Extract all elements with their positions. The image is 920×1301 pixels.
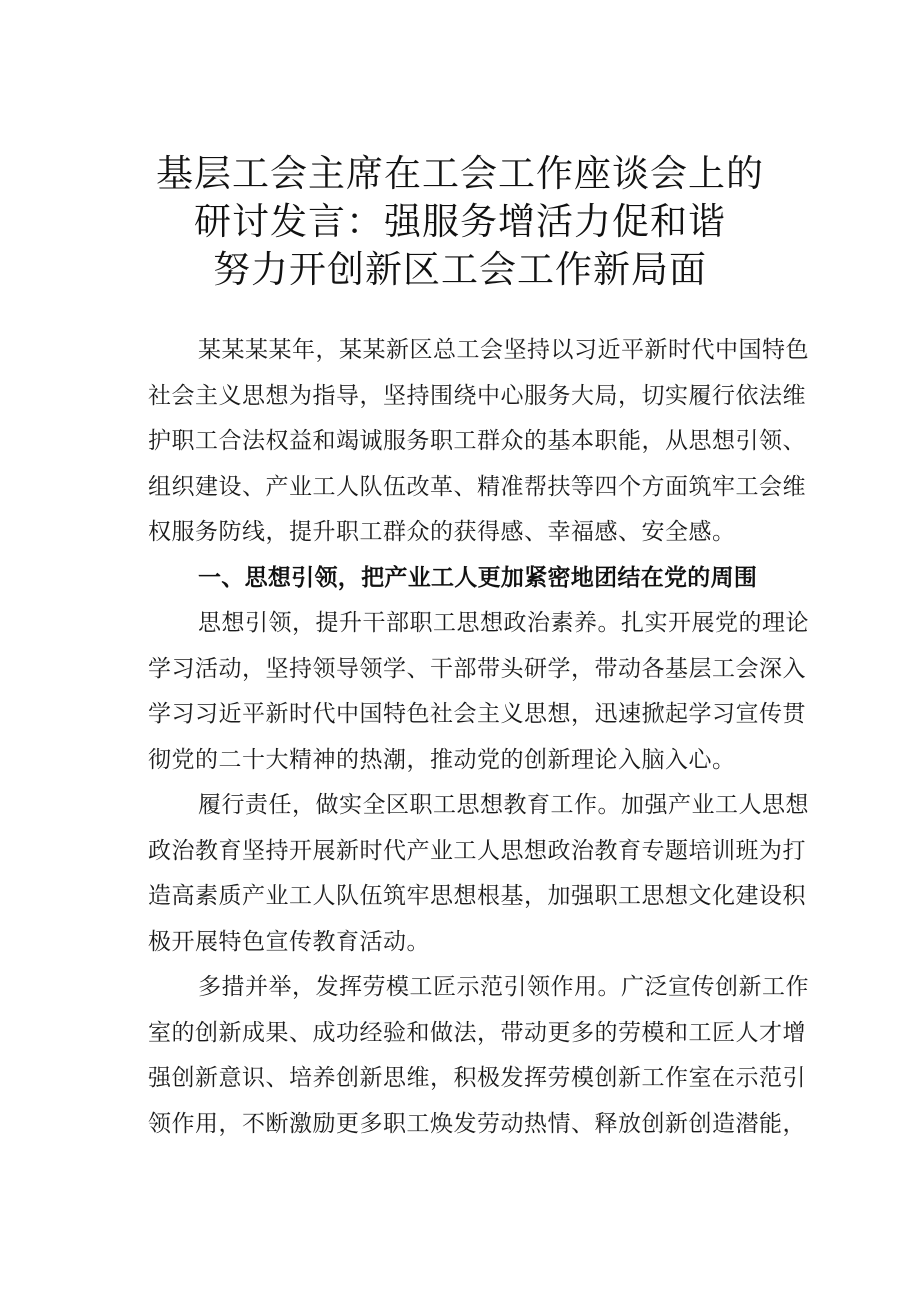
text-line: 多措并举，发挥劳模工匠示范引领作用。广泛宣传创新工作: [198, 974, 809, 1000]
text-line: 学习活动，坚持领导领学、干部带头研学，带动各基层工会深入: [148, 655, 806, 682]
text-line: 思想引领，提升干部职工思想政治素养。扎实开展党的理论: [198, 610, 809, 636]
text-line: 领作用，不断激励更多职工焕发劳动热情、释放创新创造潜能，: [148, 1110, 806, 1137]
text-line: 社会主义思想为指导，坚持围绕中心服务大局，切实履行依法维: [148, 382, 806, 409]
title-line-1: 基层工会主席在工会工作座谈会上的: [156, 152, 764, 195]
text-line: 室的创新成果、成功经验和做法，带动更多的劳模和工匠人才增: [148, 1019, 806, 1046]
title-line-2: 研讨发言：强服务增活力促和谐: [194, 200, 726, 243]
text-line: 履行责任，做实全区职工思想教育工作。加强产业工人思想: [198, 792, 809, 818]
text-line: 学习习近平新时代中国特色社会主义思想，迅速掀起学习宣传贯: [148, 701, 806, 727]
title-line-3: 努力开创新区工会工作新局面: [213, 248, 707, 291]
text-line: 强创新意识、培养创新思维，积极发挥劳模创新工作室在示范引: [148, 1065, 806, 1091]
text-line: 极开展特色宣传教育活动。: [148, 928, 430, 955]
intro-paragraph: [148, 328, 809, 556]
text-line: 组织建设、产业工人队伍改革、精准帮扶等四个方面筑牢工会维: [148, 473, 806, 500]
section-paragraph-1: [148, 601, 809, 783]
section-heading: 一、思想引领，把产业工人更加紧密地团结在党的周围: [198, 564, 758, 591]
document-title: [0, 150, 920, 294]
section-paragraph-3: [148, 965, 809, 1147]
text-line: 政治教育坚持开展新时代产业工人思想政治教育专题培训班为打: [148, 837, 806, 864]
text-line: 权服务防线，提升职工群众的获得感、幸福感、安全感。: [148, 519, 736, 545]
text-line: 某某某某年，某某新区总工会坚持以习近平新时代中国特色: [198, 337, 809, 363]
text-line: 造高素质产业工人队伍筑牢思想根基，加强职工思想文化建设积: [148, 883, 806, 909]
text-line: 护职工合法权益和竭诚服务职工群众的基本职能，从思想引领、: [148, 428, 806, 454]
section-paragraph-2: [148, 783, 809, 965]
text-line: 彻党的二十大精神的热潮，推动党的创新理论入脑入心。: [148, 746, 736, 773]
document-body: [148, 328, 809, 1147]
